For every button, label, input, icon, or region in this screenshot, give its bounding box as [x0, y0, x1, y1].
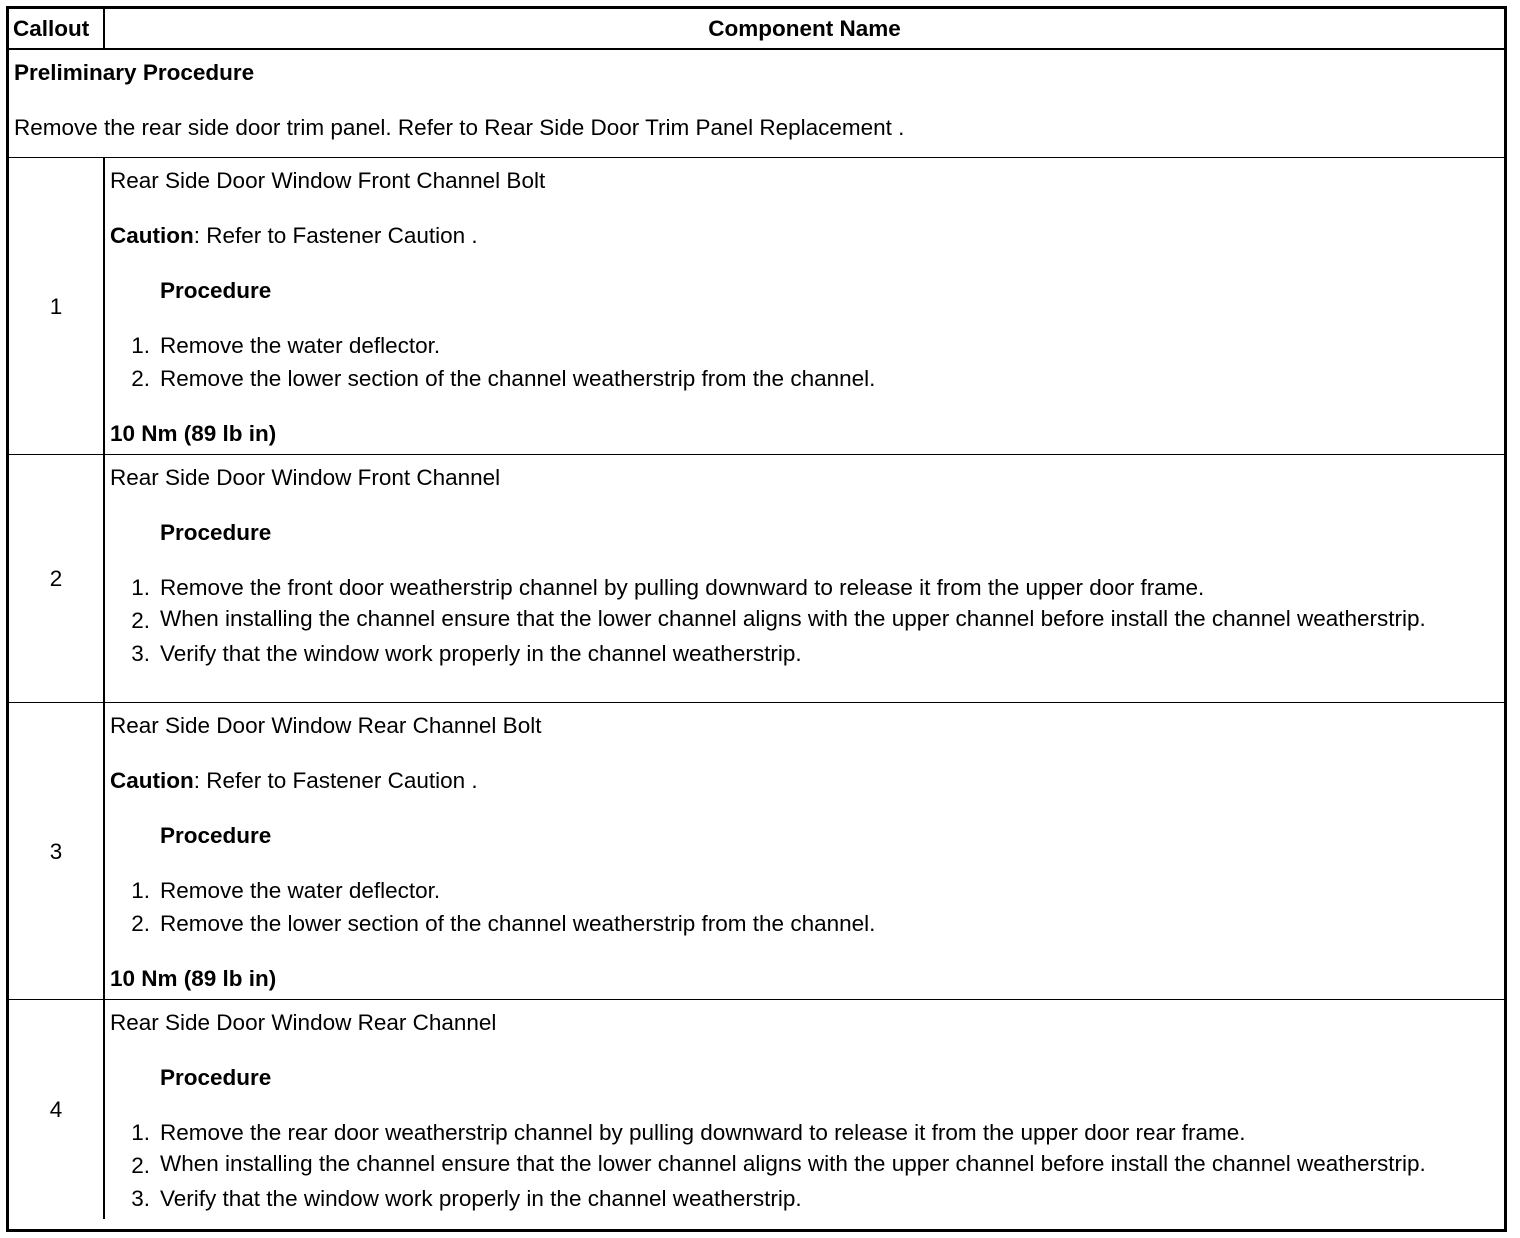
procedure-heading: Procedure [160, 1065, 272, 1090]
table-header-row [9, 9, 1504, 49]
table-row [9, 1000, 1504, 1220]
procedure-heading: Procedure [160, 278, 272, 303]
component-cell [104, 1000, 1504, 1220]
table-row [9, 703, 1504, 1000]
caution-label: Caution [110, 768, 194, 793]
list-item: 2. Remove the lower section of the channel weatherstrip from the channel. [131, 366, 876, 391]
component-name: Rear Side Door Window Rear Channel Bolt [110, 713, 542, 738]
list-item: 2. When installing the channel ensure that the lower channel aligns with the upper channel before install the channel weatherstrip. [131, 1151, 1426, 1178]
list-item: 1. Remove the front door weatherstrip channel by pulling downward to release it from the upper door frame. [131, 575, 1205, 600]
torque-spec: 10 Nm (89 lb in) [110, 966, 277, 991]
component-cell [104, 455, 1504, 703]
list-item: 2. When installing the channel ensure that the lower channel aligns with the upper channel before install the channel weatherstrip. [131, 606, 1426, 633]
table-row [9, 158, 1504, 455]
list-item: 3. Verify that the window work properly in the channel weatherstrip. [131, 641, 802, 666]
callout-number: 4 [9, 1000, 104, 1220]
caution-line [110, 219, 1500, 252]
caution-label: Caution [110, 223, 194, 248]
procedure-steps [110, 571, 1500, 670]
procedure-steps [110, 329, 1500, 395]
torque-spec: 10 Nm (89 lb in) [110, 421, 277, 446]
component-name: Rear Side Door Window Front Channel [110, 465, 501, 490]
component-name: Rear Side Door Window Front Channel Bolt [110, 168, 546, 193]
procedure-table-frame [6, 6, 1507, 1232]
list-item: 1. Remove the water deflector. [131, 333, 441, 358]
component-cell [104, 703, 1504, 1000]
procedure-table [9, 9, 1504, 1219]
component-cell [104, 158, 1504, 455]
callout-number: 3 [9, 703, 104, 1000]
list-item: 1. Remove the water deflector. [131, 878, 441, 903]
caution-line [110, 764, 1500, 797]
list-item: 2. Remove the lower section of the channel weatherstrip from the channel. [131, 911, 876, 936]
callout-number: 1 [9, 158, 104, 455]
procedure-steps [110, 874, 1500, 940]
procedure-steps [110, 1116, 1500, 1215]
caution-text: : Refer to Fastener Caution . [193, 223, 478, 248]
table-row [9, 455, 1504, 703]
procedure-heading: Procedure [160, 823, 272, 848]
callout-column-header: Callout [9, 9, 104, 49]
preliminary-row [9, 49, 1504, 158]
preliminary-cell [9, 49, 1504, 158]
callout-number: 2 [9, 455, 104, 703]
preliminary-text: Remove the rear side door trim panel. Refer to Rear Side Door Trim Panel Replacement . [14, 115, 905, 140]
component-name: Rear Side Door Window Rear Channel [110, 1010, 497, 1035]
list-item: 1. Remove the rear door weatherstrip channel by pulling downward to release it from the upper door rear frame. [131, 1120, 1246, 1145]
procedure-heading: Procedure [160, 520, 272, 545]
component-name-column-header: Component Name [104, 9, 1504, 49]
caution-text: : Refer to Fastener Caution . [193, 768, 478, 793]
preliminary-title: Preliminary Procedure [14, 60, 255, 85]
list-item: 3. Verify that the window work properly in the channel weatherstrip. [131, 1186, 802, 1211]
